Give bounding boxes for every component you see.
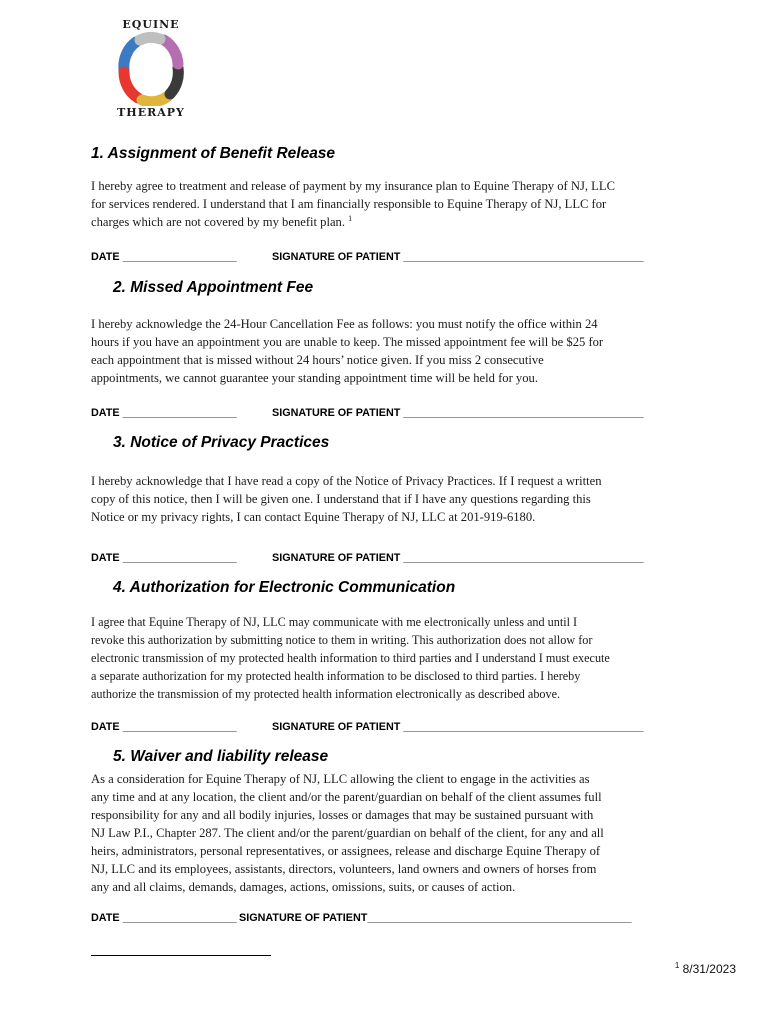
logo-bottom-text: THERAPY xyxy=(117,106,185,119)
signature-field[interactable]: SIGNATURE OF PATIENT____________________________________________ xyxy=(239,912,632,924)
section-2-text: I hereby acknowledge the 24-Hour Cancellation Fee as follows: you must notify the office within 24 hours if you have an appointment you are unable to keep. The missed appointment fee will be $25 for each appointment that is missed without 24 hours’ notice given. If you miss 2 consecutive appointments, we cannot guarantee your standing appointment time will be held for you. xyxy=(91,317,604,385)
section-4-heading: 4. Authorization for Electronic Communication xyxy=(113,579,456,596)
date-field[interactable]: DATE ___________________ xyxy=(91,407,237,419)
date-field[interactable]: DATE ___________________ xyxy=(91,912,237,924)
date-field[interactable]: DATE ___________________ xyxy=(91,721,237,733)
footnote-mark: 1 xyxy=(348,213,353,223)
section-5-heading: 5. Waiver and liability release xyxy=(113,748,329,765)
date-field[interactable]: DATE ___________________ xyxy=(91,251,237,263)
section-3-heading: 3. Notice of Privacy Practices xyxy=(113,434,330,451)
footnote-mark: 1 xyxy=(674,961,680,970)
logo-ring-icon xyxy=(118,32,184,106)
section-1-heading: 1. Assignment of Benefit Release xyxy=(91,145,336,162)
signature-field[interactable]: SIGNATURE OF PATIENT ________________________________________ xyxy=(272,407,644,419)
page-footnote xyxy=(675,962,736,976)
section-2-heading: 2. Missed Appointment Fee xyxy=(113,279,314,296)
blank-signature-line[interactable] xyxy=(91,955,271,956)
section-1-text: I hereby agree to treatment and release of payment by my insurance plan to Equine Therapy of NJ, LLC for services rendered. I understand that I am financially responsible to Equine Therapy of NJ, LLC for charges which are not covered by my benefit plan. $^1$ xyxy=(91,179,615,229)
section-3-text: I hereby acknowledge that I have read a copy of the Notice of Privacy Practices. If I request a written copy of this notice, then I will be given one. I understand that if I have any questions regarding this Notice or my privacy rights, I can contact Equine Therapy of NJ, LLC at 201-919-6180. xyxy=(91,474,602,524)
equine-therapy-logo xyxy=(108,18,194,122)
section-4-text: I agree that Equine Therapy of NJ, LLC may communicate with me electronically unless and until I revoke this authorization by submitting notice to them in writing. This authorization does not allow for electronic transmission of my protected health information to third parties and I understand I must execute a separate authorization for my protected health information to be disclosed to third parties. I hereby authorize the transmission of my protected health information electronically as described above. xyxy=(91,615,610,701)
section-5-text: As a consideration for Equine Therapy of NJ, LLC allowing the client to engage in the activities as any time and at any location, the client and/or the parent/guardian on behalf of the client assumes full responsibility for any and all bodily injuries, losses or damages that may be sustained pursuant with NJ Law P.I., Chapter 287. The client and/or the parent/guardian on behalf of the client, for any and all heirs, administrators, personal representatives, or assignees, release and discharge Equine Therapy of NJ, LLC and its employees, assistants, directors, volunteers, land owners and owners of horses from any and all claims, demands, damages, actions, omissions, suits, or causes of action. xyxy=(91,772,604,894)
footnote-date: 8/31/2023 xyxy=(682,962,736,976)
date-field[interactable]: DATE ___________________ xyxy=(91,552,237,564)
signature-field[interactable]: SIGNATURE OF PATIENT ________________________________________ xyxy=(272,552,644,564)
signature-field[interactable]: SIGNATURE OF PATIENT ________________________________________ xyxy=(272,721,644,733)
signature-field[interactable]: SIGNATURE OF PATIENT ________________________________________ xyxy=(272,251,644,263)
logo-top-text: EQUINE xyxy=(122,18,180,31)
